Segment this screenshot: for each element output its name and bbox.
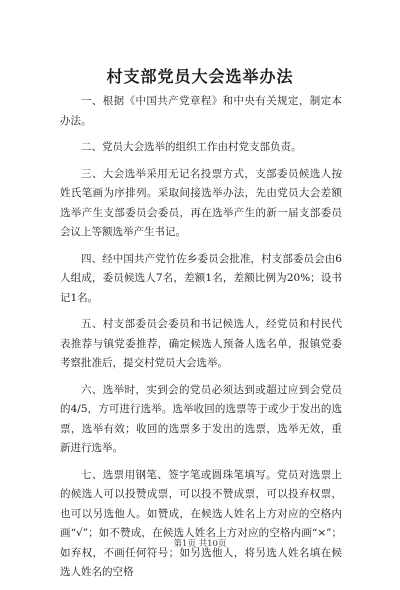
paragraph-3: 三、大会选举采用无记名投票方式，支部委员候选人按姓氏笔画为序排列。采取间接选举办法，先由党员大会差额选举产生支部委员会委员，再在选举产生的新一届支部委员会议上等额选举产生书记。: [60, 167, 342, 238]
document-body: [60, 92, 342, 590]
paragraph-5: 五、村支部委员会委员和书记候选人，经党员和村民代表推荐与镇党委推荐，确定候选人预备人选名单，报镇党委考察批准后，提交村党员大会选举。: [60, 318, 342, 369]
page-number-footer: 第1页 共10页: [173, 539, 227, 549]
paragraph-1: 一、根据《中国共产党章程》和中央有关规定，制定本办法。: [60, 95, 342, 127]
paragraph-2: 二、党员大会选举的组织工作由村党支部负责。: [81, 141, 302, 153]
document-title: 村支部党员大会选举办法: [106, 67, 294, 86]
paragraph-6: 六、选举时，实到会的党员必须达到或超过应到会党员的4/5，方可进行选举。选举收回的选票等于或少于发出的选票，选举有效；收回的选票多于发出的选票，选举无效，重新进行选举。: [60, 383, 342, 454]
paragraph-4: 四、经中国共产党竹佐乡委员会批准，村支部委员会由6人组成，委员候选人7名，差额1名，差额比例为20%；设书记1名。: [60, 252, 342, 304]
paragraph-7: 七、选票用钢笔、签字笔或圆珠笔填写。党员对选票上的候选人可以投赞成票，可以投不赞成票，可以投弃权票，也可以另选他人。如赞成，在候选人姓名上方对应的空格内画“√”；如不赞成，在候选人姓名上方对应的空格内画“×”；如弃权，不画任何符号；如另选他人，将另选人姓名填在候选人姓名的空格: [60, 468, 342, 578]
